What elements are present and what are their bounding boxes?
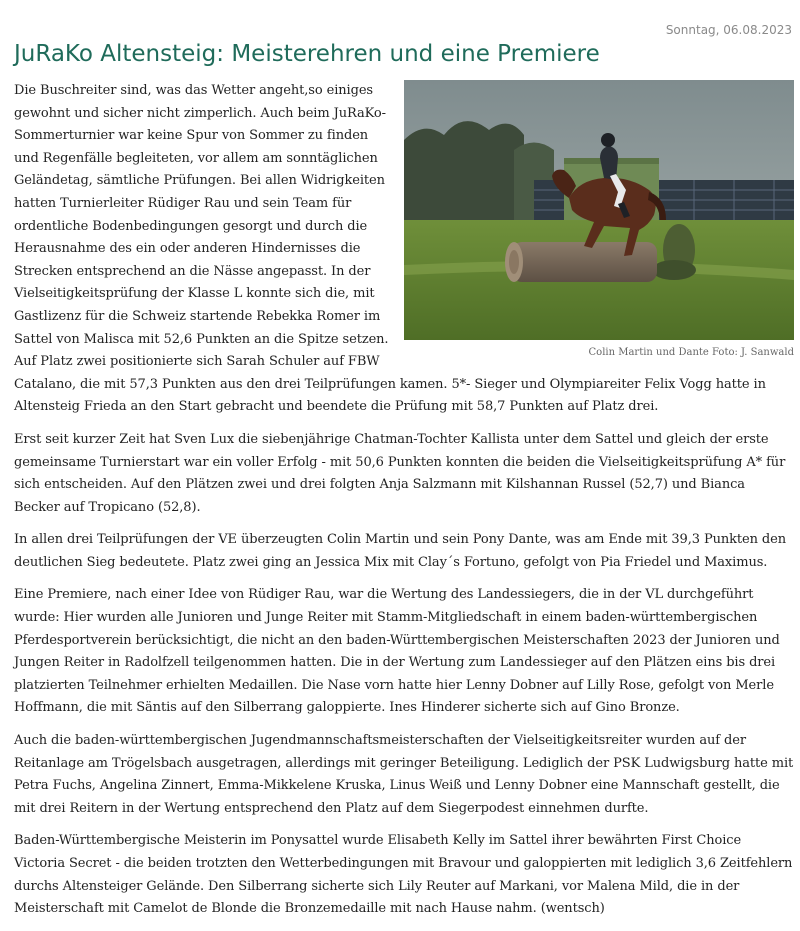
article-paragraph-5: Auch die baden-württembergischen Jugendmannschaftsmeisterschaften der Vielseitigkeitsreiter wurden auf der Reitanlage am Trögelsbach ausgetragen, allerdings mit geringer Beteiligung. Lediglich der PSK Ludwigsburg hatte mit Petra Fuchs, Angelina Zinnert, Emma-Mikkelene Kruska, Linus Weiß und Lenny Dobner eine Mannschaft gestellt, die mit drei Reitern in der Wertung entsprechend den Platz auf dem Siegerpodest einnehmen durfte. <box>14 733 794 816</box>
article-paragraph-2: Erst seit kurzer Zeit hat Sven Lux die siebenjährige Chatman-Tochter Kallista unter dem Sattel und gleich der erste gemeinsame Turnierstart war ein voller Erfolg - mit 50,6 Punkten konnten die beiden die Vielseitigkeitsprüfung A* für sich entscheiden. Auf den Plätzen zwei und drei folgten Anja Salzmann mit Kilshannan Russel (52,7) und Bianca Becker auf Tropicano (52,8). <box>14 431 786 515</box>
article-body <box>14 80 794 931</box>
article-title: JuRaKo Altensteig: Meisterehren und eine Premiere <box>14 41 600 67</box>
article-paragraph-1: Die Buschreiter sind, was das Wetter angeht,so einiges gewohnt und sicher nicht zimperlich. Auch beim JuRaKo-Sommerturnier war keine Spur von Sommer zu finden und Regenfälle begleiteten, vor allem am sonntäglichen Geländetag, sämtliche Prüfungen. Bei allen Widrigkeiten hatten Turnierleiter Rüdiger Rau und sein Team für ordentliche Bodenbedingungen gesorgt und durch die Herausnahme des ein oder anderen Hindernisses die Strecken entsprechend an die Nässe angepasst. In der Vielseitigkeitsprüfung der Klasse L konnte sich die, mit Gastlizenz für die Schweiz startende Rebekka Romer im Sattel von Malisca mit 52,6 Punkten an die Spitze setzen. Auf Platz zwei positionierte sich Sarah Schuler auf FBW Catalano, die mit 57,3 Punkten aus den drei Teilprüfungen kamen. 5*- Sieger und Olympiareiter Felix Vogg hatte in Altensteig Frieda an den Start gebracht und beendete die Prüfung mit 58,7 Punkten auf Platz drei. <box>14 83 766 415</box>
article-paragraph-3: In allen drei Teilprüfungen der VE überzeugten Colin Martin und sein Pony Dante, was am Ende mit 39,3 Punkten den deutlichen Sieg bedeutete. Platz zwei ging an Jessica Mix mit Clay´s Fortuno, gefolgt von Pia Friedel und Maximus. <box>14 532 787 570</box>
publication-date: Sonntag, 06.08.2023 <box>665 23 792 37</box>
article-paragraph-6: Baden-Württembergische Meisterin im Ponysattel wurde Elisabeth Kelly im Sattel ihrer bewährten First Choice Victoria Secret - die beiden trotzten den Wetterbedingungen mit Bravour und galoppierten mit lediglich 3,6 Zeitfehlern durchs Altensteiger Gelände. Den Silberrang sicherte sich Lily Reuter auf Markani, vor Malena Mild, die in der Meisterschaft mit Camelot de Blonde die Bronzemedaille mit nach Hause nahm. (wentsch) <box>14 833 793 917</box>
article-paragraph-4: Eine Premiere, nach einer Idee von Rüdiger Rau, war die Wertung des Landessiegers, die in der VL durchgeführt wurde: Hier wurden alle Junioren und Junge Reiter mit Stamm-Mitgliedschaft in einem baden-württembergischen Pferdesportverein berücksichtigt, die nicht an den baden-Württembergischen Meisterschaften 2023 der Junioren und Jungen Reiter in Radolfzell teilgenommen hatten. Die in der Wertung zum Landessieger auf den Plätzen eins bis drei platzierten Teilnehmer erhielten Medaillen. Die Nase vorn hatte hier Lenny Dobner auf Lilly Rose, gefolgt von Merle Hoffmann, die mit Säntis auf den Silberrang galoppierte. Ines Hinderer sicherte sich auf Gino Bronze. <box>14 587 780 716</box>
article-figure <box>404 80 794 360</box>
photo-horse-jumping-log[interactable] <box>404 80 794 340</box>
photo-caption: Colin Martin und Dante Foto: J. Sanwald <box>588 347 794 358</box>
